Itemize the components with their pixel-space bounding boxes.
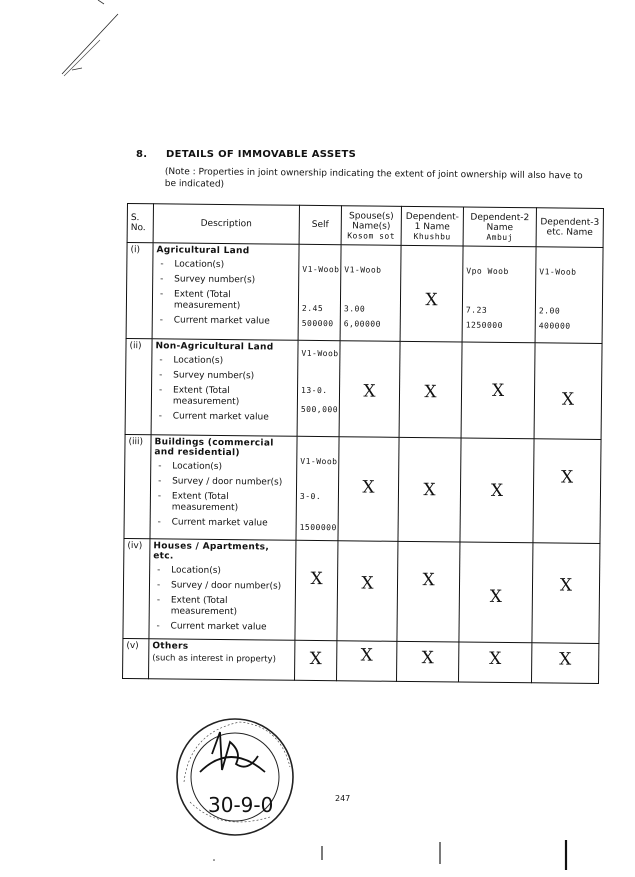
self-cell [295, 540, 338, 640]
row-category: Agricultural Land [156, 245, 250, 257]
row-description [152, 243, 299, 341]
cross-mark: X [490, 480, 504, 501]
hw-location: V1-Woob [300, 456, 338, 467]
row-sno: (ii) [125, 338, 152, 434]
header-spouse-label: Spouse(s) Name(s) [349, 210, 394, 232]
hw-value: 6,00000 [343, 319, 382, 329]
hw-extent: 7.23 [465, 305, 488, 315]
self-cell [298, 244, 341, 340]
header-dependent-1 [401, 206, 463, 246]
row-item: - Location(s) [160, 259, 295, 271]
row-item: - Current market value [159, 411, 294, 423]
table-row [125, 338, 602, 439]
hw-location: V1-Woob [302, 264, 340, 275]
cross-mark: X [422, 570, 435, 591]
spouse-cell [337, 641, 397, 682]
row-item: - Extent (Total measurement) [158, 491, 293, 514]
row-item: - Location(s) [157, 565, 292, 577]
hw-location: V1-Woob [539, 267, 577, 277]
dep2-cell [462, 246, 536, 343]
row-item: - Extent (Total measurement) [159, 385, 294, 408]
self-cell [296, 436, 339, 540]
dep1-cell [398, 437, 461, 542]
cross-mark: X [421, 648, 434, 669]
cross-mark: X [310, 568, 323, 590]
hw-value: 1250000 [465, 320, 504, 330]
table-header-row [127, 204, 603, 248]
spouse-cell [340, 245, 401, 342]
dep3-cell [535, 247, 603, 344]
spouse-cell [337, 541, 398, 642]
stamp-date: 30-9-0 [208, 793, 274, 817]
row-item: - Survey / door number(s) [157, 580, 292, 592]
hw-value: 500,000 [300, 404, 339, 415]
row-description [151, 339, 298, 437]
row-item: - Survey / door number(s) [158, 476, 293, 488]
hw-location: V1-Woob [344, 265, 382, 275]
row-item: - Survey number(s) [159, 370, 294, 382]
dep3-cell [533, 439, 601, 544]
scan-noise [0, 820, 635, 877]
row-subtext: (such as interest in property) [152, 653, 276, 665]
row-sno: (iii) [124, 434, 151, 538]
section-title: DETAILS OF IMMOVABLE ASSETS [166, 149, 357, 160]
row-description [150, 435, 297, 541]
table-row [124, 434, 601, 543]
header-dependent-2 [463, 207, 536, 247]
row-item: - Survey number(s) [160, 274, 295, 286]
hw-extent: 2.00 [538, 306, 561, 316]
row-item: - Extent (Total measurement) [160, 289, 295, 312]
cross-mark: X [424, 382, 437, 403]
header-dep1-label: Dependent-1 Name [405, 211, 460, 232]
row-sno: (i) [126, 243, 153, 339]
cross-mark: X [489, 648, 502, 669]
cross-mark: X [360, 645, 373, 666]
hw-value: 500000 [301, 318, 334, 329]
cross-mark: X [361, 573, 374, 594]
row-sno: (iv) [123, 538, 150, 638]
spouse-cell [338, 437, 399, 542]
row-item: - Current market value [157, 621, 292, 633]
cross-mark: X [362, 477, 375, 498]
hw-location: V1-Woob [301, 348, 339, 359]
table-row [126, 243, 603, 344]
cross-mark: X [489, 586, 503, 607]
cross-mark: X [559, 575, 573, 596]
spouse-cell [339, 341, 400, 438]
dep2-cell [459, 642, 532, 683]
hw-value: 400000 [538, 321, 571, 331]
dep1-cell [399, 341, 462, 438]
dep2-cell [461, 342, 535, 439]
row-item: - Location(s) [158, 461, 293, 473]
hw-location: Vpo Woob [466, 266, 509, 277]
row-description [149, 639, 295, 681]
dep2-cell [459, 542, 533, 643]
header-dep2-handwritten: Ambuj [486, 232, 514, 242]
header-description: Description [153, 204, 299, 245]
cross-mark: X [561, 389, 575, 410]
section-number: 8. [136, 149, 148, 160]
cross-mark: X [363, 381, 376, 402]
row-item: - Current market value [160, 315, 295, 327]
header-dep1-handwritten: Khushbu [413, 231, 451, 241]
hw-value: 1500000 [299, 522, 337, 533]
cross-mark: X [560, 467, 574, 488]
self-cell [295, 640, 337, 680]
row-category: Others [152, 641, 189, 652]
table-row [123, 638, 599, 683]
row-description [149, 539, 296, 641]
header-spouse [341, 206, 401, 246]
row-item: - Location(s) [159, 355, 294, 367]
section-note: (Note : Properties in joint ownership indicating the extent of joint ownership will also have to be indicated) [164, 166, 583, 190]
dep1-cell [397, 541, 460, 642]
immovable-assets-table [122, 203, 604, 684]
cross-mark: X [309, 648, 322, 670]
row-item: - Extent (Total measurement) [157, 595, 292, 618]
dep1-cell [397, 641, 459, 682]
row-sno: (v) [123, 638, 149, 678]
self-cell [297, 340, 340, 436]
dep2-cell [460, 438, 534, 543]
page-number: 247 [335, 794, 351, 803]
hw-extent: 3-0. [299, 491, 322, 502]
table-row [123, 538, 600, 643]
row-category: Houses / Apartments, etc. [153, 541, 270, 562]
cross-mark: X [491, 380, 505, 401]
dep1-cell [400, 245, 463, 342]
dep3-cell [532, 543, 600, 644]
hw-extent: 13-0. [301, 385, 328, 396]
hw-extent: 2.45 [301, 303, 324, 314]
hw-extent: 3.00 [343, 304, 366, 314]
cross-mark: X [423, 480, 436, 501]
header-dependent-3: Dependent-3 etc. Name [536, 208, 603, 248]
assets-table-wrapper [122, 203, 603, 678]
dep3-cell [534, 343, 602, 440]
header-sno: S. No. [127, 204, 153, 243]
row-item: - Current market value [158, 517, 293, 529]
dep3-cell [531, 643, 598, 684]
row-category: Buildings (commercial and residential) [154, 437, 274, 459]
header-dep2-label: Dependent-2 Name [470, 212, 530, 233]
row-category: Non-Agricultural Land [155, 341, 274, 353]
header-self: Self [299, 205, 341, 244]
header-spouse-handwritten: Kosom sot [347, 230, 396, 241]
cross-mark: X [559, 649, 572, 670]
cross-mark: X [425, 290, 438, 311]
